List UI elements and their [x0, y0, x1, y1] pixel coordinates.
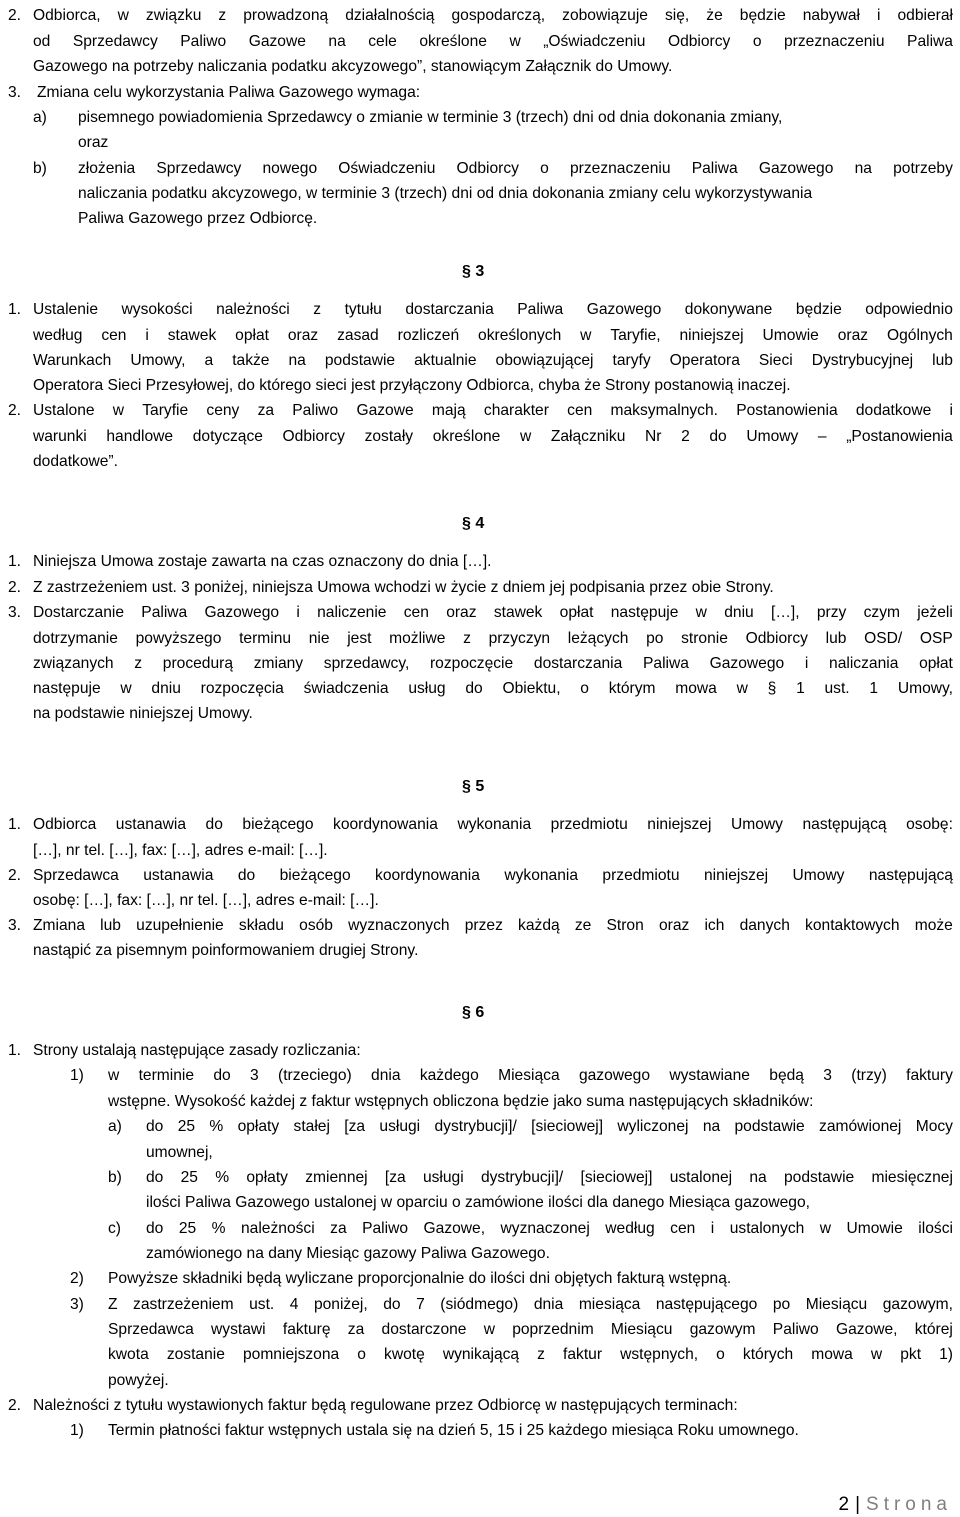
item-number: 3. — [8, 84, 22, 101]
section-heading: § 6 — [462, 1004, 485, 1021]
paragraph-line: ilości Paliwa Gazowego ustalonej w oparciu o zamówione ilości dla danego Miesiąca gazowego, — [146, 1194, 810, 1211]
sub-item-letter: b) — [33, 160, 47, 177]
page-footer — [839, 1493, 953, 1517]
item-number: 2. — [8, 7, 22, 24]
paragraph-line: […], nr tel. […], fax: […], adres e-mail: […]. — [33, 842, 328, 859]
paragraph-line: Należności z tytułu wystawionych faktur będą regulowane przez Odbiorcę w następujących terminach: — [33, 1397, 738, 1414]
paragraph-line: zamówionego na dany Miesiąc gazowy Paliwa Gazowego. — [146, 1245, 550, 1262]
item-number: 1. — [8, 553, 22, 570]
paragraph-line: dotrzymanie powyższego terminu nie jest możliwe z przyczyn leżących po stronie Odbiorcy lub OSD/ OSP — [33, 630, 953, 647]
paragraph-line: Operatora Sieci Przesyłowej, do którego sieci jest przyłączony Odbiorca, chyba że Strony postanowią inaczej. — [33, 377, 791, 394]
paragraph-line: naliczania podatku akcyzowego, w terminie 3 (trzech) dni od dnia dokonania zmiany celu wykorzystywania — [78, 185, 813, 202]
paragraph-line: Odbiorca ustanawia do bieżącego koordynowania wykonania przedmiotu niniejszej Umowy następującą osobę: — [33, 816, 953, 833]
paragraph-line: osobę: […], fax: […], nr tel. […], adres e-mail: […]. — [33, 892, 379, 909]
paragraph-line: związanych z procedurą zmiany sprzedawcy, rozpoczęcie dostarczania Paliwa Gazowego i naliczania opłat — [33, 655, 953, 672]
item-number: 3. — [8, 917, 22, 934]
paragraph-line: Sprzedawca wystawi fakturę za dostarczone w poprzednim Miesiącu gazowym Paliwo Gazowe, której — [108, 1321, 953, 1338]
paragraph-line: w terminie do 3 (trzeciego) dnia każdego Miesiąca gazowego wystawiane będą 3 (trzy) faktury — [108, 1067, 953, 1084]
sub-item-number: 1) — [70, 1422, 84, 1439]
paragraph-line: Zmiana celu wykorzystania Paliwa Gazowego wymaga: — [37, 84, 421, 101]
sub-item-letter: a) — [108, 1118, 122, 1135]
paragraph-line: umownej, — [146, 1144, 213, 1161]
paragraph-line: do 25 % opłaty stałej [za usługi dystrybucji]/ [sieciowej] wyliczonej na podstawie zamówionej Mocy — [146, 1118, 953, 1135]
paragraph-line: Strony ustalają następujące zasady rozliczania: — [33, 1042, 361, 1059]
section-heading: § 3 — [462, 263, 485, 280]
paragraph-line: następuje w dniu rozpoczęcia świadczenia usług do Obiektu, o którym mowa w § 1 ust. 1 Umowy, — [33, 680, 953, 697]
paragraph-line: Sprzedawca ustanawia do bieżącego koordynowania wykonania przedmiotu niniejszej Umowy następującą — [33, 867, 953, 884]
paragraph-line: Termin płatności faktur wstępnych ustala się na dzień 5, 15 i 25 każdego miesiąca Roku umownego. — [108, 1422, 799, 1439]
paragraph-line: na podstawie niniejszej Umowy. — [33, 705, 253, 722]
paragraph-line: Zmiana lub uzupełnienie składu osób wyznaczonych przez każdą ze Stron oraz ich danych kontaktowych może — [33, 917, 953, 934]
item-number: 1. — [8, 301, 22, 318]
paragraph-line: złożenia Sprzedawcy nowego Oświadczeniu Odbiorcy o przeznaczeniu Paliwa Gazowego na potrzeby — [78, 160, 953, 177]
section-heading: § 4 — [462, 515, 485, 532]
item-number: 3. — [8, 604, 22, 621]
paragraph-line: warunki handlowe dotyczące Odbiorcy zostały określone w Załączniku Nr 2 do Umowy – „Postanowienia — [33, 428, 953, 445]
paragraph-line: powyżej. — [108, 1372, 169, 1389]
sub-item-letter: c) — [108, 1220, 121, 1237]
paragraph-line: Z zastrzeżeniem ust. 4 poniżej, do 7 (siódmego) dnia miesiąca następującego po Miesiącu gazowym, — [108, 1296, 953, 1313]
paragraph-line: Z zastrzeżeniem ust. 3 poniżej, niniejsza Umowa wchodzi w życie z dniem jej podpisania przez obie Strony. — [33, 579, 774, 596]
item-number: 2. — [8, 1397, 22, 1414]
item-number: 2. — [8, 579, 22, 596]
paragraph-line: Powyższe składniki będą wyliczane proporcjonalnie do ilości dni objętych fakturą wstępną. — [108, 1270, 732, 1287]
paragraph-line: wstępne. Wysokość każdej z faktur wstępnych obliczona będzie jako suma następujących składników: — [108, 1093, 814, 1110]
sub-item-number: 3) — [70, 1296, 84, 1313]
item-number: 1. — [8, 1042, 22, 1059]
paragraph-line: dodatkowe”. — [33, 453, 118, 470]
paragraph-line: Dostarczanie Paliwa Gazowego i naliczenie cen oraz stawek opłat następuje w dniu […], przy czym jeżeli — [33, 604, 953, 621]
item-number: 2. — [8, 867, 22, 884]
paragraph-line: według cen i stawek opłat oraz zasad rozliczeń określonych w Taryfie, niniejszej Umowie oraz Ogólnych — [33, 327, 953, 344]
paragraph-line: Paliwa Gazowego przez Odbiorcę. — [78, 210, 318, 227]
paragraph-line: kwota zostanie pomniejszona o kwotę wynikającą z faktur wstępnych, o których mowa w pkt 1) — [108, 1346, 953, 1363]
paragraph-line: do 25 % opłaty zmiennej [za usługi dystrybucji]/ [sieciowej] ustalonej na podstawie miesięcznej — [146, 1169, 953, 1186]
footer-separator: | — [855, 1494, 861, 1515]
sub-item-letter: a) — [33, 109, 47, 126]
paragraph-line: nastąpić za pisemnym poinformowaniem drugiej Strony. — [33, 942, 419, 959]
sub-item-number: 2) — [70, 1270, 84, 1287]
paragraph-line: Odbiorca, w związku z prowadzoną działalnością gospodarczą, zobowiązuje się, że będzie nabywał i odbierał — [33, 7, 953, 24]
paragraph-line: do 25 % należności za Paliwo Gazowe, wyznaczonej według cen i ustalonych w Umowie ilości — [146, 1220, 953, 1237]
paragraph-line: od Sprzedawcy Paliwo Gazowe na cele określone w „Oświadczeniu Odbiorcy o przeznaczeniu Paliwa — [33, 33, 953, 50]
paragraph-line: Gazowego na potrzeby naliczania podatku akcyzowego”, stanowiącym Załącznik do Umowy. — [33, 58, 673, 75]
page-number: 2 — [838, 1494, 850, 1515]
item-number: 1. — [8, 816, 22, 833]
paragraph-line: Niniejsza Umowa zostaje zawarta na czas oznaczony do dnia […]. — [33, 553, 492, 570]
footer-page-label: Strona — [866, 1494, 952, 1515]
sub-item-letter: b) — [108, 1169, 122, 1186]
paragraph-line: pisemnego powiadomienia Sprzedawcy o zmianie w terminie 3 (trzech) dni od dnia dokonania zmiany, — [78, 109, 783, 126]
sub-item-number: 1) — [70, 1067, 84, 1084]
paragraph-line: oraz — [78, 134, 109, 151]
paragraph-line: Ustalenie wysokości należności z tytułu dostarczania Paliwa Gazowego dokonywane będzie odpowiednio — [33, 301, 953, 318]
item-number: 2. — [8, 402, 22, 419]
section-heading: § 5 — [462, 778, 485, 795]
paragraph-line: Warunkach Umowy, a także na podstawie aktualnie obowiązującej taryfy Operatora Sieci Dystrybucyjnej lub — [33, 352, 953, 369]
paragraph-line: Ustalone w Taryfie ceny za Paliwo Gazowe mają charakter cen maksymalnych. Postanowienia dodatkowe i — [33, 402, 953, 419]
